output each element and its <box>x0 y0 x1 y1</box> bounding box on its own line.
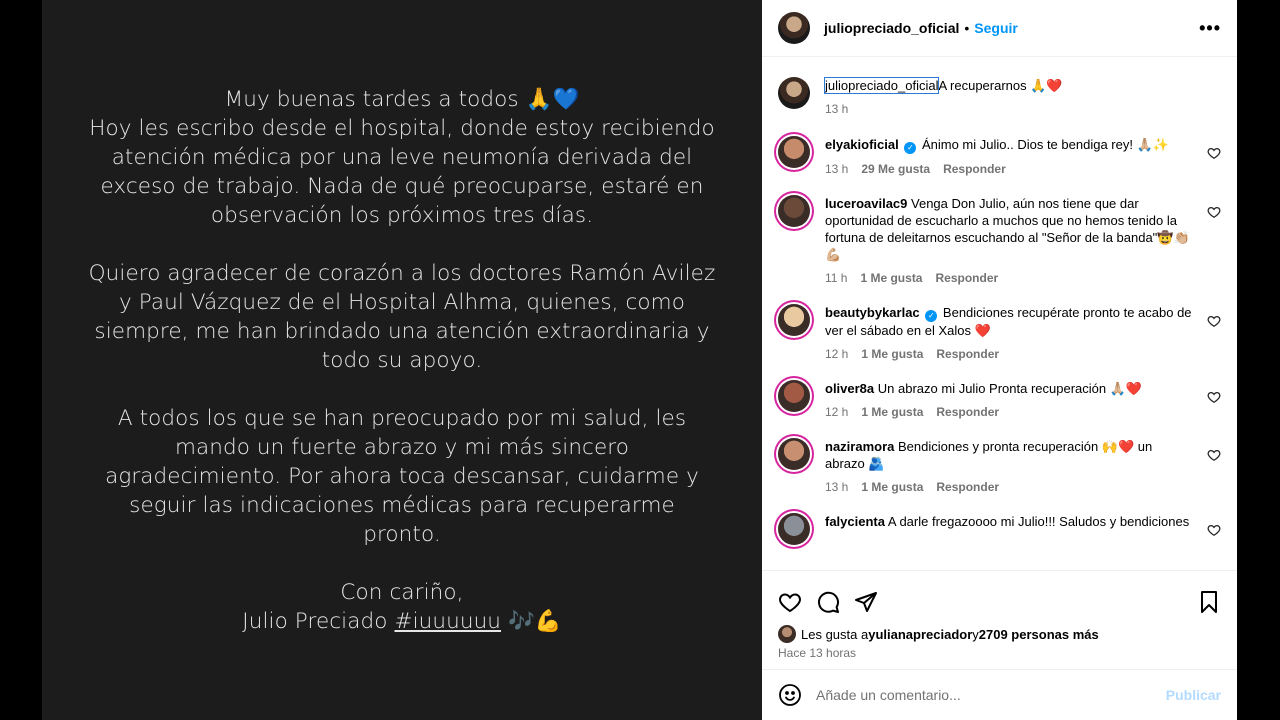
comment-item <box>778 304 1221 361</box>
story-greeting: Muy buenas tardes a todos 🙏💙 <box>224 86 580 112</box>
story-paragraph-1: Hoy les escribo desde el hospital, donde estoy recibiendo atención médica por una leve neumonía derivada del exceso de trabajo. Nada de qué preocuparse, estaré en observación los próximos tres días. <box>89 115 715 228</box>
comments-list[interactable] <box>762 57 1237 569</box>
emoji-icon[interactable] <box>778 683 802 707</box>
story-paragraph-2: Quiero agradecer de corazón a los doctores Ramón Avilez y Paul Vázquez de el Hospital Alhma, quienes, como siempre, me han brindado una atención extraordinaria y todo su apoyo. <box>88 260 716 373</box>
likes-prefix: Les gusta a <box>801 626 869 642</box>
comment-likes[interactable]: 1 Me gusta <box>861 347 924 361</box>
post-image <box>42 0 762 720</box>
commenter-avatar[interactable] <box>778 136 810 168</box>
story-signature-line <box>242 607 561 636</box>
commenter-username[interactable]: falycienta <box>825 514 885 529</box>
commenter-avatar[interactable] <box>778 438 810 470</box>
post-date: Hace 13 horas <box>778 646 857 660</box>
liker-avatar <box>778 625 796 643</box>
story-hashtag[interactable]: #iuuuuuu <box>394 608 502 634</box>
post-caption <box>778 77 1221 116</box>
commenter-avatar[interactable] <box>778 513 810 545</box>
comment-text: Bendiciones y pronta recuperación 🙌❤️ un abrazo 🫂 <box>825 439 1153 471</box>
comment-item <box>778 136 1221 176</box>
comment-like-icon[interactable] <box>1207 205 1221 219</box>
comment-text: Venga Don Julio, aún nos tiene que dar oportunidad de escucharlo a muchos que no hemos tenido la fortuna de deleitarnos escuchando al "Señor de la banda"🤠👏🏼💪🏼 <box>825 196 1190 262</box>
publish-button[interactable]: Publicar <box>1165 687 1221 703</box>
author-avatar[interactable] <box>778 12 810 44</box>
commenter-username[interactable]: naziramora <box>825 439 895 454</box>
story-signature-emoji: 🎶💪 <box>507 608 562 634</box>
reply-button[interactable]: Responder <box>936 480 1000 494</box>
add-comment-bar <box>762 669 1237 720</box>
comment-time: 13 h <box>825 480 849 494</box>
reply-button[interactable]: Responder <box>936 405 1000 419</box>
comment-time: 12 h <box>825 347 849 361</box>
post-header <box>762 0 1237 57</box>
story-closing: Con cariño, <box>340 579 464 605</box>
likes-count[interactable]: 2709 personas más <box>978 626 1099 642</box>
more-options-icon[interactable]: ••• <box>1199 17 1221 38</box>
comment-item <box>778 195 1221 285</box>
comment-like-icon[interactable] <box>1207 146 1221 160</box>
reply-button[interactable]: Responder <box>936 347 1000 361</box>
story-paragraph-3: A todos los que se han preocupado por mi salud, les mando un fuerte abrazo y mi más sincero agradecimiento. Por ahora toca descansar, cuidarme y seguir las indicaciones médicas para recuperarme pronto. <box>105 405 699 547</box>
story-signature: Julio Preciado <box>242 608 388 634</box>
caption-avatar[interactable] <box>778 77 810 109</box>
follow-button[interactable]: Seguir <box>974 20 1018 36</box>
comment-item <box>778 438 1221 494</box>
header-separator: • <box>964 20 970 36</box>
commenter-avatar[interactable] <box>778 195 810 227</box>
post-panel <box>762 0 1237 720</box>
likes-middle: y <box>972 626 979 642</box>
commenter-username[interactable]: oliver8a <box>825 381 875 396</box>
caption-text: A recuperarnos 🙏❤️ <box>938 78 1063 93</box>
comment-likes[interactable]: 1 Me gusta <box>861 405 924 419</box>
verified-badge-icon: ✓ <box>925 310 937 322</box>
liker-username[interactable]: yulianapreciador <box>868 626 973 642</box>
reply-button[interactable]: Responder <box>935 271 999 285</box>
caption-time: 13 h <box>825 102 849 116</box>
commenter-username[interactable]: luceroavilac9 <box>825 196 908 211</box>
comment-like-icon[interactable] <box>1207 314 1221 328</box>
comment-time: 11 h <box>825 271 848 285</box>
comment-time: 12 h <box>825 405 849 419</box>
comment-likes[interactable]: 1 Me gusta <box>861 480 924 494</box>
commenter-username[interactable]: beautybykarlac <box>825 305 920 320</box>
commenter-username[interactable]: elyakioficial <box>825 137 899 152</box>
commenter-avatar[interactable] <box>778 304 810 336</box>
comment-like-icon[interactable] <box>1207 448 1221 462</box>
comment-time: 13 h <box>825 162 849 176</box>
comment-input[interactable] <box>816 687 1166 703</box>
comment-text: A darle fregazoooo mi Julio!!! Saludos y bendiciones <box>887 514 1190 529</box>
commenter-avatar[interactable] <box>778 380 810 412</box>
comment-item <box>778 380 1221 419</box>
bookmark-icon[interactable] <box>1197 590 1221 614</box>
heart-icon[interactable] <box>778 590 802 614</box>
comment-likes[interactable]: 29 Me gusta <box>861 162 931 176</box>
comment-text: Un abrazo mi Julio Pronta recuperación 🙏🏼❤️ <box>877 381 1143 396</box>
comment-text: Ánimo mi Julio.. Dios te bendiga rey! 🙏🏼✨ <box>921 137 1169 152</box>
reply-button[interactable]: Responder <box>943 162 1006 176</box>
comment-like-icon[interactable] <box>1207 390 1221 404</box>
comment-like-icon[interactable] <box>1207 523 1221 537</box>
author-username[interactable]: juliopreciado_oficial <box>824 20 960 36</box>
caption-username[interactable]: juliopreciado_oficial <box>825 78 939 93</box>
comment-icon[interactable] <box>816 590 840 614</box>
comment-item <box>778 513 1221 545</box>
comment-text: Bendiciones recupérate pronto te acabo de ver el sábado en el Xalos ❤️ <box>825 305 1192 338</box>
likes-summary[interactable] <box>762 621 1237 643</box>
verified-badge-icon: ✓ <box>904 142 916 154</box>
comment-likes[interactable]: 1 Me gusta <box>860 271 923 285</box>
share-icon[interactable] <box>854 590 878 614</box>
